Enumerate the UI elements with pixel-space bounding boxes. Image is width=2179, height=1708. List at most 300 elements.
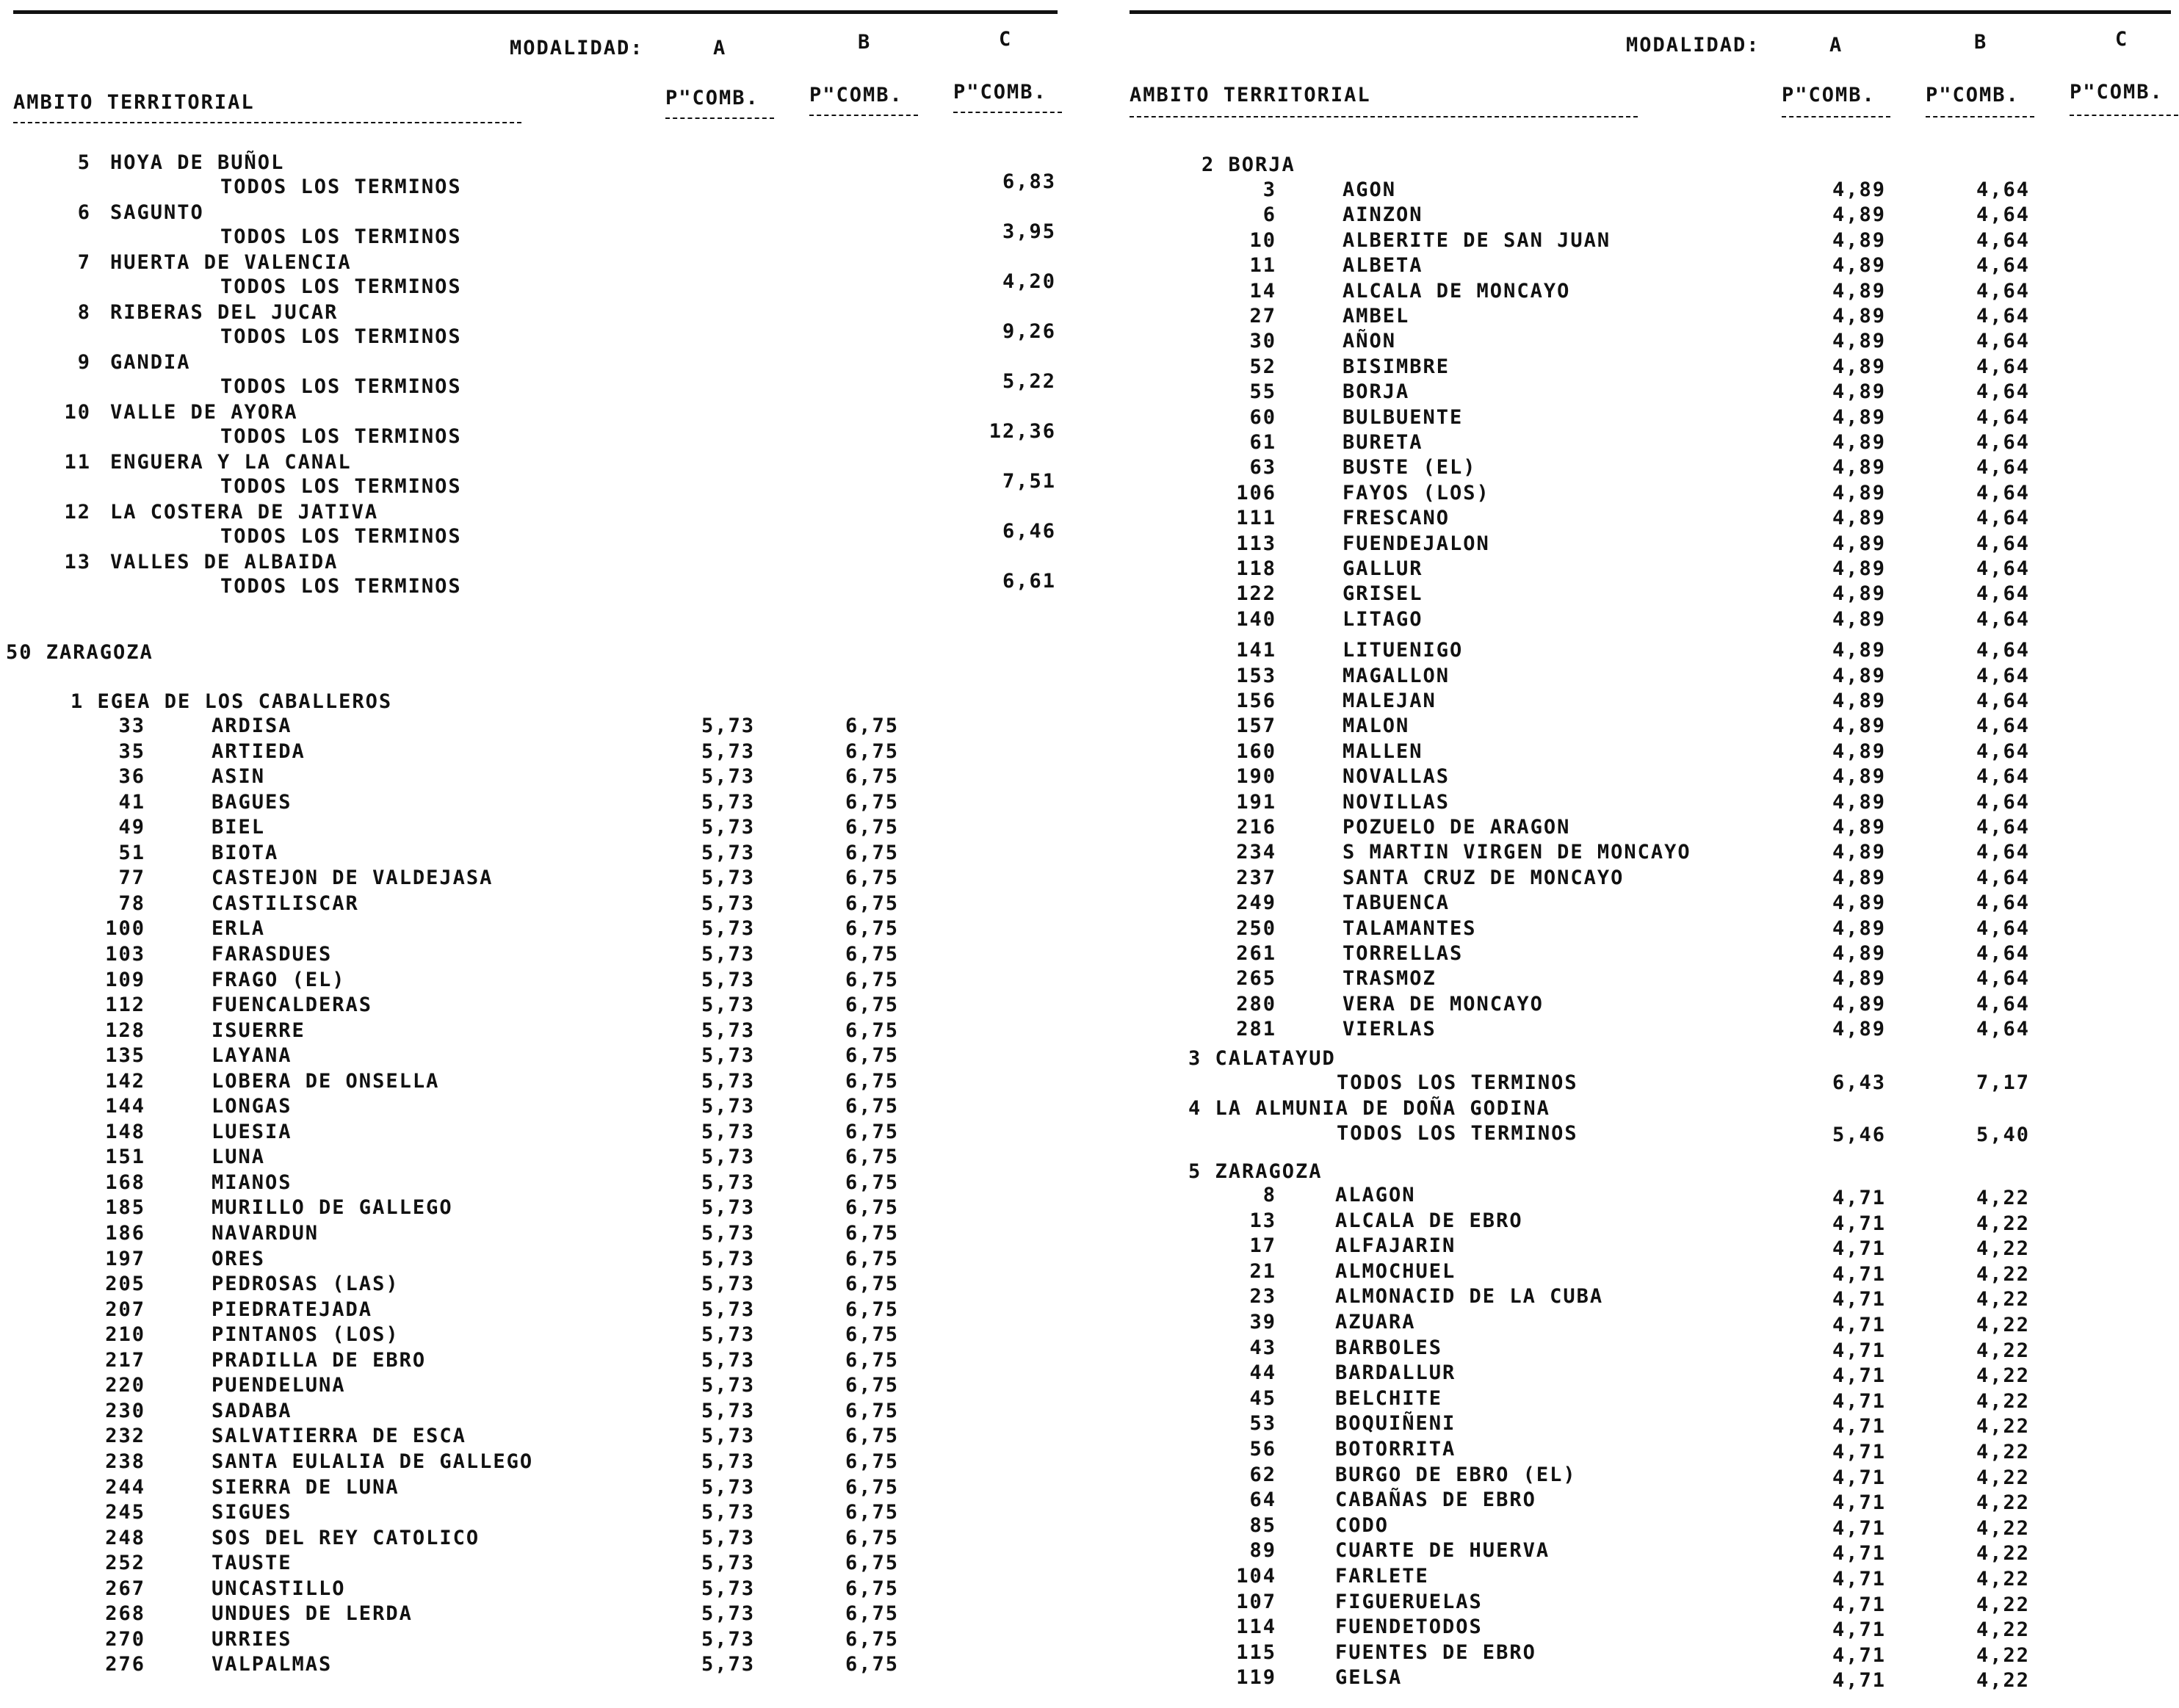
municipality-code: 122 [1236, 582, 1276, 605]
municipality-name: CUARTE DE HUERVA [1335, 1539, 1550, 1562]
pcomb-c-label-right: P"COMB. [2070, 81, 2164, 104]
value-a: 4,89 [1832, 532, 1886, 555]
comarca-title: 5 ZARAGOZA [1188, 1160, 1323, 1183]
value-a: 5,73 [701, 1602, 755, 1625]
municipality-code: 153 [1236, 665, 1276, 687]
value-b: 6,75 [845, 816, 899, 839]
municipality-name: CASTILISCAR [212, 892, 359, 915]
value-a: 4,71 [1832, 1237, 1886, 1260]
value-c: 5,22 [1002, 370, 1056, 393]
value-b: 4,22 [1976, 1644, 2030, 1667]
municipality-code: 252 [105, 1552, 145, 1574]
value-b: 7,17 [1976, 1071, 2030, 1094]
ambito-label-right: AMBITO TERRITORIAL [1130, 84, 1371, 106]
value-b: 6,75 [845, 1527, 899, 1549]
value-b: 6,75 [845, 714, 899, 737]
municipality-code: 197 [105, 1248, 145, 1270]
municipality-code: 151 [105, 1146, 145, 1168]
municipality-code: 36 [118, 765, 145, 788]
municipality-code: 135 [105, 1044, 145, 1067]
value-b: 6,75 [845, 1653, 899, 1676]
municipality-name: TAUSTE [212, 1552, 292, 1574]
value-a: 4,89 [1832, 866, 1886, 889]
municipality-name: BARDALLUR [1335, 1361, 1456, 1384]
value-b: 4,64 [1976, 406, 2030, 429]
municipality-code: 185 [105, 1196, 145, 1219]
value-b: 4,64 [1976, 532, 2030, 555]
value-a: 4,89 [1832, 690, 1886, 712]
value-b: 6,75 [845, 1374, 899, 1397]
value-b: 4,64 [1976, 178, 2030, 201]
municipality-name: FIGUERUELAS [1335, 1591, 1483, 1613]
municipality-name: GELSA [1335, 1666, 1403, 1689]
municipality-name: MALON [1343, 714, 1410, 737]
municipality-name: ALAGON [1335, 1184, 1416, 1206]
value-c: 3,95 [1002, 220, 1056, 243]
municipality-name: CASTEJON DE VALDEJASA [212, 866, 494, 889]
municipality-name: LAYANA [212, 1044, 292, 1067]
region-name: LA COSTERA DE JATIVA [110, 501, 379, 524]
municipality-code: 103 [105, 943, 145, 966]
municipality-name: LONGAS [212, 1095, 292, 1118]
value-c: 6,46 [1002, 520, 1056, 543]
municipality-code: 53 [1249, 1412, 1276, 1435]
municipality-code: 168 [105, 1171, 145, 1194]
value-a: 4,89 [1832, 203, 1886, 226]
value-a: 5,73 [701, 969, 755, 991]
municipality-code: 128 [105, 1019, 145, 1042]
municipality-code: 62 [1249, 1463, 1276, 1486]
municipality-name: GRISEL [1343, 582, 1423, 605]
municipality-code: 21 [1249, 1260, 1276, 1283]
municipality-name: ALCALA DE MONCAYO [1343, 280, 1571, 303]
municipality-code: 220 [105, 1374, 145, 1397]
value-b: 4,64 [1976, 431, 2030, 454]
value-b: 6,75 [845, 1273, 899, 1295]
value-b: 4,22 [1976, 1263, 2030, 1286]
municipality-name: TALAMANTES [1343, 917, 1477, 940]
municipality-code: 244 [105, 1476, 145, 1499]
all-terms-label: TODOS LOS TERMINOS [220, 225, 462, 248]
value-b: 4,22 [1976, 1415, 2030, 1438]
value-b: 4,64 [1976, 608, 2030, 631]
value-b: 4,64 [1976, 866, 2030, 889]
value-b: 4,64 [1976, 993, 2030, 1016]
all-terms-label: TODOS LOS TERMINOS [220, 575, 462, 598]
value-b: 5,40 [1976, 1123, 2030, 1146]
municipality-code: 234 [1236, 841, 1276, 864]
value-a: 5,73 [701, 1628, 755, 1651]
value-a: 4,71 [1832, 1542, 1886, 1565]
pcomb-a-underline [665, 117, 774, 120]
value-b: 4,64 [1976, 482, 2030, 504]
value-a: 4,89 [1832, 791, 1886, 814]
municipality-name: LITAGO [1343, 608, 1423, 631]
municipality-name: LITUENIGO [1343, 639, 1464, 662]
municipality-code: 270 [105, 1628, 145, 1651]
modalidad-label: MODALIDAD: [510, 37, 644, 59]
municipality-name: MIANOS [212, 1171, 292, 1194]
value-a: 5,73 [701, 1476, 755, 1499]
municipality-name: AÑON [1343, 330, 1397, 352]
value-b: 4,64 [1976, 355, 2030, 378]
municipality-name: UNCASTILLO [212, 1577, 346, 1600]
header-underline-right [1130, 116, 1638, 119]
value-b: 6,75 [845, 1248, 899, 1270]
value-a: 5,73 [701, 1044, 755, 1067]
region-name: VALLE DE AYORA [110, 401, 298, 424]
municipality-name: AMBEL [1343, 305, 1410, 328]
municipality-name: PEDROSAS (LAS) [212, 1273, 400, 1295]
value-a: 5,73 [701, 842, 755, 864]
value-c: 6,83 [1002, 170, 1056, 193]
value-a: 5,73 [701, 740, 755, 763]
municipality-code: 56 [1249, 1438, 1276, 1461]
region-name: HUERTA DE VALENCIA [110, 251, 352, 274]
value-b: 4,64 [1976, 967, 2030, 990]
value-a: 5,73 [701, 866, 755, 889]
municipality-name: LUESIA [212, 1121, 292, 1143]
value-b: 4,64 [1976, 665, 2030, 687]
value-a: 4,89 [1832, 355, 1886, 378]
municipality-code: 144 [105, 1095, 145, 1118]
value-b: 4,64 [1976, 507, 2030, 529]
value-b: 4,64 [1976, 891, 2030, 914]
all-terms-label: TODOS LOS TERMINOS [220, 525, 462, 548]
municipality-name: VIERLAS [1343, 1018, 1437, 1041]
value-b: 6,75 [845, 1095, 899, 1118]
municipality-name: BIOTA [212, 842, 279, 864]
municipality-code: 109 [105, 969, 145, 991]
modalidad-c: C [999, 28, 1013, 51]
municipality-code: 106 [1236, 482, 1276, 504]
municipality-code: 17 [1249, 1234, 1276, 1257]
value-b: 6,75 [845, 740, 899, 763]
municipality-name: BISIMBRE [1343, 355, 1450, 378]
value-a: 4,71 [1832, 1415, 1886, 1438]
municipality-name: BOTORRITA [1335, 1438, 1456, 1461]
region-code: 5 [77, 151, 91, 174]
pcomb-a-label: P"COMB. [665, 87, 759, 109]
municipality-code: 49 [118, 816, 145, 839]
municipality-code: 238 [105, 1450, 145, 1473]
value-a: 5,73 [701, 1527, 755, 1549]
municipality-name: FUENDEJALON [1343, 532, 1490, 555]
value-b: 6,75 [845, 1425, 899, 1447]
municipality-code: 160 [1236, 740, 1276, 763]
region-code: 13 [64, 551, 91, 573]
value-b: 4,22 [1976, 1212, 2030, 1235]
value-a: 4,71 [1832, 1263, 1886, 1286]
municipality-name: CODO [1335, 1514, 1390, 1537]
municipality-code: 77 [118, 866, 145, 889]
municipality-name: BARBOLES [1335, 1336, 1443, 1359]
value-a: 4,71 [1832, 1314, 1886, 1336]
municipality-name: ALMONACID DE LA CUBA [1335, 1285, 1604, 1308]
municipality-code: 61 [1249, 431, 1276, 454]
municipality-code: 63 [1249, 456, 1276, 479]
region-code: 9 [77, 351, 91, 374]
municipality-name: TABUENCA [1343, 891, 1450, 914]
pcomb-b-underline-right [1926, 116, 2034, 119]
value-a: 6,43 [1832, 1071, 1886, 1094]
municipality-code: 118 [1236, 557, 1276, 580]
municipality-code: 217 [105, 1349, 145, 1372]
value-a: 4,71 [1832, 1669, 1886, 1692]
municipality-name: ALBETA [1343, 254, 1423, 277]
value-a: 5,73 [701, 1095, 755, 1118]
municipality-code: 190 [1236, 765, 1276, 788]
municipality-name: NAVARDUN [212, 1222, 319, 1245]
value-a: 5,73 [701, 1298, 755, 1321]
value-a: 4,89 [1832, 993, 1886, 1016]
municipality-code: 33 [118, 714, 145, 737]
municipality-code: 119 [1236, 1666, 1276, 1689]
municipality-name: NOVILLAS [1343, 791, 1450, 814]
value-b: 6,75 [845, 866, 899, 889]
value-a: 4,71 [1832, 1212, 1886, 1235]
value-b: 6,75 [845, 969, 899, 991]
all-terms-label: TODOS LOS TERMINOS [1337, 1071, 1578, 1094]
municipality-name: SIERRA DE LUNA [212, 1476, 400, 1499]
value-a: 5,73 [701, 816, 755, 839]
municipality-name: BURGO DE EBRO (EL) [1335, 1463, 1577, 1486]
municipality-name: POZUELO DE ARAGON [1343, 816, 1571, 839]
municipality-code: 30 [1249, 330, 1276, 352]
value-b: 4,64 [1976, 582, 2030, 605]
value-a: 4,89 [1832, 582, 1886, 605]
value-b: 4,64 [1976, 280, 2030, 303]
municipality-code: 14 [1249, 280, 1276, 303]
municipality-name: S MARTIN VIRGEN DE MONCAYO [1343, 841, 1691, 864]
value-b: 4,22 [1976, 1364, 2030, 1387]
value-a: 4,89 [1832, 557, 1886, 580]
value-a: 5,73 [701, 1400, 755, 1422]
value-a: 5,73 [701, 892, 755, 915]
value-b: 6,75 [845, 1349, 899, 1372]
all-terms-label: TODOS LOS TERMINOS [220, 375, 462, 398]
municipality-code: 280 [1236, 993, 1276, 1016]
pcomb-a-label-right: P"COMB. [1782, 84, 1876, 106]
municipality-name: MAGALLON [1343, 665, 1450, 687]
modalidad-c-right: C [2115, 28, 2129, 51]
municipality-code: 232 [105, 1425, 145, 1447]
value-a: 4,71 [1832, 1390, 1886, 1413]
municipality-name: SANTA EULALIA DE GALLEGO [212, 1450, 534, 1473]
municipality-name: ARDISA [212, 714, 292, 737]
all-terms-label: TODOS LOS TERMINOS [220, 425, 462, 448]
municipality-code: 45 [1249, 1387, 1276, 1410]
value-a: 5,73 [701, 943, 755, 966]
municipality-name: LUNA [212, 1146, 266, 1168]
municipality-code: 23 [1249, 1285, 1276, 1308]
value-b: 6,75 [845, 1628, 899, 1651]
value-b: 6,75 [845, 1501, 899, 1524]
value-b: 6,75 [845, 1298, 899, 1321]
value-a: 5,73 [701, 1425, 755, 1447]
value-a: 5,73 [701, 1653, 755, 1676]
municipality-name: TRASMOZ [1343, 967, 1437, 990]
value-b: 4,22 [1976, 1314, 2030, 1336]
value-a: 4,71 [1832, 1517, 1886, 1540]
municipality-name: BIEL [212, 816, 266, 839]
municipality-name: FRAGO (EL) [212, 969, 346, 991]
municipality-name: LOBERA DE ONSELLA [212, 1070, 440, 1093]
municipality-name: BOQUIÑENI [1335, 1412, 1456, 1435]
municipality-code: 141 [1236, 639, 1276, 662]
municipality-code: 210 [105, 1323, 145, 1346]
municipality-code: 10 [1249, 229, 1276, 252]
municipality-code: 55 [1249, 380, 1276, 403]
municipality-name: AZUARA [1335, 1311, 1416, 1334]
municipality-code: 115 [1236, 1641, 1276, 1664]
pcomb-c-underline-right [2070, 115, 2178, 117]
value-a: 4,89 [1832, 507, 1886, 529]
municipality-code: 111 [1236, 507, 1276, 529]
municipality-code: 276 [105, 1653, 145, 1676]
municipality-name: ALFAJARIN [1335, 1234, 1456, 1257]
value-b: 6,75 [845, 1476, 899, 1499]
value-b: 4,64 [1976, 1018, 2030, 1041]
value-a: 4,89 [1832, 608, 1886, 631]
municipality-name: BUSTE (EL) [1343, 456, 1477, 479]
value-a: 4,89 [1832, 178, 1886, 201]
municipality-name: ALCALA DE EBRO [1335, 1209, 1523, 1232]
value-b: 4,22 [1976, 1288, 2030, 1311]
value-b: 4,64 [1976, 942, 2030, 965]
municipality-code: 100 [105, 917, 145, 940]
value-a: 4,71 [1832, 1644, 1886, 1667]
region-code: 11 [64, 451, 91, 474]
value-a: 4,89 [1832, 967, 1886, 990]
top-rule-right [1130, 10, 2171, 14]
municipality-code: 156 [1236, 690, 1276, 712]
municipality-code: 148 [105, 1121, 145, 1143]
comarca-title: 3 CALATAYUD [1188, 1047, 1336, 1070]
comarca-title: 1 EGEA DE LOS CABALLEROS [71, 690, 393, 713]
value-a: 5,73 [701, 765, 755, 788]
region-name: VALLES DE ALBAIDA [110, 551, 339, 573]
municipality-code: 44 [1249, 1361, 1276, 1384]
modalidad-a: A [713, 37, 727, 59]
region-code: 6 [77, 201, 91, 224]
header-underline [13, 122, 521, 125]
value-b: 4,22 [1976, 1568, 2030, 1591]
value-b: 6,75 [845, 1552, 899, 1574]
value-b: 4,22 [1976, 1669, 2030, 1692]
pcomb-b-underline [809, 115, 918, 117]
province-title: 50 ZARAGOZA [6, 641, 153, 664]
municipality-name: PUENDELUNA [212, 1374, 346, 1397]
value-b: 4,64 [1976, 330, 2030, 352]
municipality-code: 60 [1249, 406, 1276, 429]
municipality-code: 39 [1249, 1311, 1276, 1334]
municipality-code: 43 [1249, 1336, 1276, 1359]
value-a: 4,89 [1832, 280, 1886, 303]
value-a: 4,89 [1832, 330, 1886, 352]
comarca-title: 2 BORJA [1201, 153, 1296, 176]
municipality-code: 248 [105, 1527, 145, 1549]
value-a: 5,73 [701, 1121, 755, 1143]
value-a: 5,73 [701, 1196, 755, 1219]
value-b: 4,22 [1976, 1542, 2030, 1565]
municipality-code: 51 [118, 842, 145, 864]
municipality-code: 205 [105, 1273, 145, 1295]
value-a: 4,89 [1832, 714, 1886, 737]
value-c: 6,61 [1002, 570, 1056, 593]
value-a: 4,89 [1832, 254, 1886, 277]
value-a: 4,71 [1832, 1593, 1886, 1616]
value-a: 4,89 [1832, 639, 1886, 662]
municipality-code: 186 [105, 1222, 145, 1245]
municipality-name: ASIN [212, 765, 266, 788]
municipality-name: URRIES [212, 1628, 292, 1651]
municipality-code: 245 [105, 1501, 145, 1524]
municipality-name: ERLA [212, 917, 266, 940]
value-c: 12,36 [989, 420, 1056, 443]
municipality-code: 268 [105, 1602, 145, 1625]
value-a: 5,73 [701, 1171, 755, 1194]
value-a: 4,71 [1832, 1364, 1886, 1387]
value-c: 9,26 [1002, 320, 1056, 343]
value-a: 5,73 [701, 1070, 755, 1093]
value-b: 4,64 [1976, 229, 2030, 252]
municipality-code: 142 [105, 1070, 145, 1093]
modalidad-label-right: MODALIDAD: [1626, 34, 1760, 57]
municipality-name: PINTANOS (LOS) [212, 1323, 400, 1346]
municipality-code: 191 [1236, 791, 1276, 814]
value-b: 6,75 [845, 1400, 899, 1422]
region-code: 12 [64, 501, 91, 524]
municipality-name: SIGUES [212, 1501, 292, 1524]
municipality-code: 3 [1262, 178, 1276, 201]
municipality-name: SOS DEL REY CATOLICO [212, 1527, 480, 1549]
value-b: 4,64 [1976, 690, 2030, 712]
value-b: 4,22 [1976, 1491, 2030, 1514]
top-rule [13, 10, 1058, 14]
value-a: 4,89 [1832, 229, 1886, 252]
all-terms-label: TODOS LOS TERMINOS [220, 175, 462, 198]
value-b: 6,75 [845, 1323, 899, 1346]
region-code: 7 [77, 251, 91, 274]
municipality-code: 35 [118, 740, 145, 763]
value-b: 4,64 [1976, 740, 2030, 763]
value-a: 4,89 [1832, 305, 1886, 328]
all-terms-label: TODOS LOS TERMINOS [220, 275, 462, 298]
municipality-name: VALPALMAS [212, 1653, 333, 1676]
value-a: 5,73 [701, 1273, 755, 1295]
value-b: 4,22 [1976, 1517, 2030, 1540]
municipality-code: 281 [1236, 1018, 1276, 1041]
all-terms-label: TODOS LOS TERMINOS [220, 325, 462, 348]
value-b: 6,75 [845, 1196, 899, 1219]
pcomb-a-underline-right [1782, 116, 1890, 119]
value-a: 4,89 [1832, 841, 1886, 864]
modalidad-b-right: B [1974, 31, 1988, 54]
value-a: 5,73 [701, 1577, 755, 1600]
municipality-name: FUENCALDERAS [212, 994, 373, 1016]
municipality-name: TORRELLAS [1343, 942, 1464, 965]
municipality-code: 6 [1262, 203, 1276, 226]
value-b: 6,75 [845, 1146, 899, 1168]
value-a: 4,71 [1832, 1187, 1886, 1209]
municipality-code: 27 [1249, 305, 1276, 328]
value-b: 6,75 [845, 1171, 899, 1194]
municipality-code: 114 [1236, 1615, 1276, 1638]
value-a: 5,73 [701, 1146, 755, 1168]
value-a: 5,73 [701, 1450, 755, 1473]
municipality-name: CABAÑAS DE EBRO [1335, 1488, 1536, 1511]
